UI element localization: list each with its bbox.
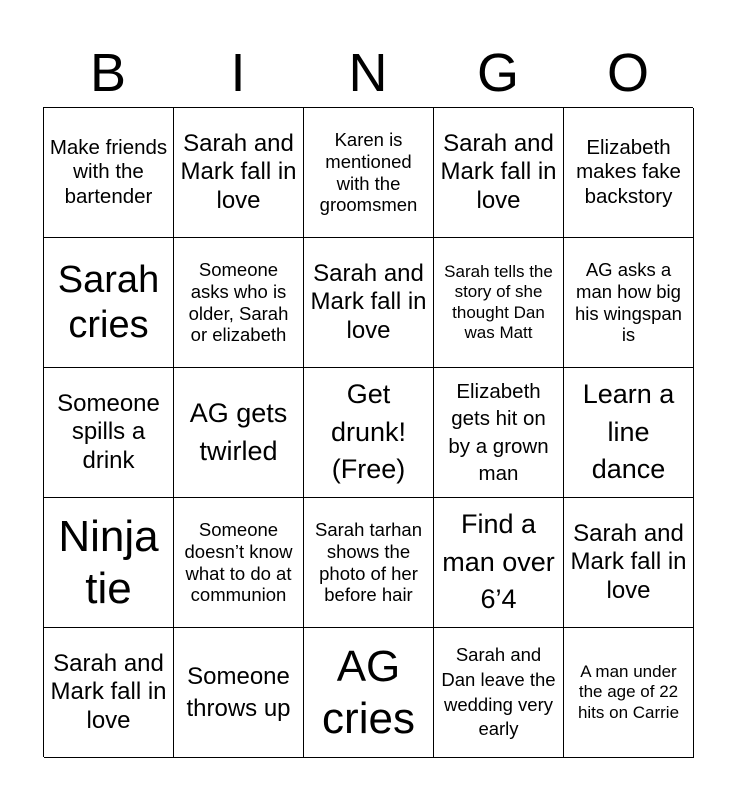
cell-text: Sarah cries — [57, 258, 160, 346]
cell-text: Karen is mentioned with the groomsmen — [319, 128, 418, 216]
cell-text: Sarah tarhan shows the photo of her before hair — [315, 518, 422, 606]
bingo-cell[interactable] — [434, 238, 564, 368]
cell-text: Sarah and Mark fall in love — [570, 520, 687, 604]
cell-text: Sarah and Dan leave the wedding very early — [441, 644, 556, 740]
bingo-cell[interactable] — [564, 368, 694, 498]
bingo-cell[interactable] — [174, 498, 304, 628]
bingo-board — [43, 107, 693, 757]
cell-text: Sarah and Mark fall in love — [180, 130, 297, 214]
bingo-cell[interactable] — [174, 108, 304, 238]
cell-text: Make friends with the bartender — [49, 136, 168, 208]
header-letter-i: I — [230, 43, 246, 103]
cell-text: Learn a line dance — [582, 378, 675, 485]
bingo-cell[interactable] — [434, 628, 564, 758]
bingo-cell[interactable] — [304, 498, 434, 628]
bingo-cell[interactable] — [44, 368, 174, 498]
cell-text: Sarah and Mark fall in love — [440, 130, 557, 214]
cell-text: Someone spills a drink — [57, 390, 160, 474]
cell-text: Elizabeth gets hit on by a grown man — [448, 380, 549, 485]
cell-text: Sarah and Mark fall in love — [310, 260, 427, 344]
bingo-cell[interactable] — [304, 628, 434, 758]
bingo-cell[interactable] — [564, 238, 694, 368]
bingo-cell[interactable] — [44, 628, 174, 758]
bingo-cell[interactable] — [44, 498, 174, 628]
cell-text: Ninja tie — [58, 511, 159, 613]
cell-text: Find a man over 6’4 — [442, 508, 555, 615]
cell-text: AG gets twirled — [189, 397, 288, 466]
bingo-cell[interactable] — [434, 108, 564, 238]
bingo-cell[interactable] — [304, 368, 434, 498]
bingo-cell[interactable] — [44, 108, 174, 238]
header-letter-g: G — [476, 43, 519, 103]
bingo-cell[interactable] — [564, 108, 694, 238]
cell-text: AG cries — [322, 641, 415, 743]
cell-text: Someone doesn’t know what to do at communion — [184, 518, 293, 606]
bingo-cell[interactable] — [564, 498, 694, 628]
bingo-cell[interactable] — [174, 628, 304, 758]
bingo-cell[interactable] — [434, 368, 564, 498]
cell-text: Someone throws up — [186, 663, 291, 722]
cell-text: Sarah tells the story of she thought Dan was Matt — [444, 262, 553, 342]
bingo-cell[interactable] — [434, 498, 564, 628]
header-letter-o: O — [606, 43, 649, 103]
bingo-cell[interactable] — [564, 628, 694, 758]
bingo-cell[interactable] — [44, 238, 174, 368]
cell-text: AG asks a man how big his wingspan is — [575, 258, 682, 346]
cell-text: Someone asks who is older, Sarah or elizabeth — [188, 258, 289, 346]
cell-text: A man under the age of 22 hits on Carrie — [577, 662, 680, 722]
bingo-cell[interactable] — [174, 368, 304, 498]
bingo-header — [43, 40, 693, 106]
cell-text: Sarah and Mark fall in love — [50, 650, 167, 734]
bingo-cell[interactable] — [304, 238, 434, 368]
cell-text: Elizabeth makes fake backstory — [576, 136, 681, 208]
bingo-cell[interactable] — [304, 108, 434, 238]
header-letter-n: N — [348, 43, 388, 103]
bingo-cell[interactable] — [174, 238, 304, 368]
cell-text: Get drunk! (Free) — [330, 378, 407, 485]
header-letter-b: B — [89, 43, 127, 103]
